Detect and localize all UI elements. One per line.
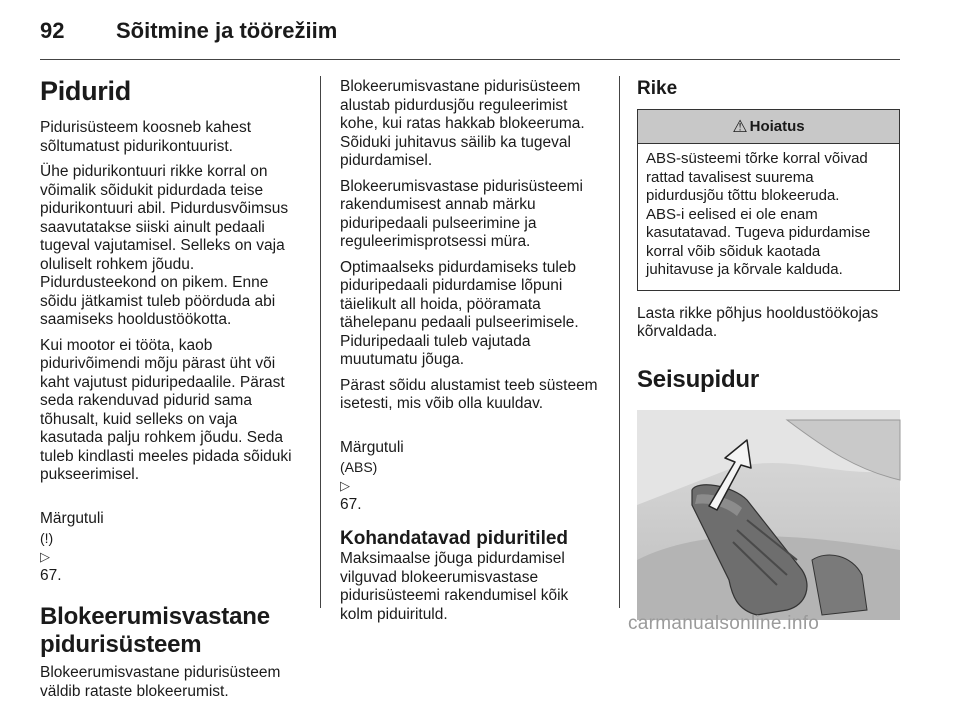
section-heading-rike: Rike [637, 78, 678, 99]
reference-page[interactable]: 67. [340, 495, 362, 513]
column-1 [40, 76, 306, 701]
warning-title: Hoiatus [749, 118, 805, 135]
reference-label: Märgutuli [40, 510, 104, 527]
warning-light-reference [40, 492, 306, 586]
section-heading-pidurid: Pidurid [40, 76, 131, 106]
running-title: Sõitmine ja töörežiim [116, 18, 338, 43]
paragraph: Lasta rikke põhjus hooldustöökojas kõrvaldada. [637, 304, 879, 340]
abs-warning-icon: (ABS) [340, 458, 378, 475]
warning-header [638, 110, 899, 144]
header-divider [40, 59, 900, 60]
reference-label: Märgutuli [340, 439, 404, 456]
page-reference-arrow-icon: ▷ [40, 549, 50, 564]
column-divider-1 [320, 76, 321, 608]
paragraph: Ühe pidurikontuuri rikke korral on võimalik sõidukit pidurdada teise pidurikontuuri abil. Pidurdusvõimsus saavutatakse siiski ainult pedaali tugeval vajutamisel. Selleks on vaja oluliselt rohkem jõudu. Pidurdusteekond on pikem. Enne sõidu jätkamist tuleb pöörduda abi saamiseks hooldustöökotta. [40, 163, 289, 328]
paragraph: Kui mootor ei tööta, kaob pidurivõimendi mõju pärast üht või kaht vajutust piduripedaalile. Pärast seda rakenduvad pidurid sama tõhusalt, kuid selleks on vaja kasutada palju rohkem jõudu. Seda tuleb kindlasti meeles pidada sõiduki pukseerimisel. [40, 336, 292, 483]
parking-brake-illustration [637, 410, 900, 620]
warning-light-reference [340, 421, 606, 515]
paragraph: Blokeerumisvastane pidurisüsteem alustab pidurdusjõu reguleerimist kohe, kui ratas hakkab blokeeruma. Sõiduki juhitavus säilib ka tugeval pidurdamisel. [340, 78, 585, 169]
paragraph: Blokeerumisvastane pidurisüsteem väldib rataste blokeerumist. [40, 664, 281, 700]
paragraph: Pärast sõidu alustamist teeb süsteem isetesti, mis võib olla kuuldav. [340, 376, 598, 412]
page-header [40, 18, 337, 48]
warning-box [637, 109, 900, 291]
section-heading-seisupidur: Seisupidur [637, 365, 760, 393]
section-heading-adaptive-brake-lights: Kohandatavad piduritiled [340, 528, 569, 549]
brake-warning-icon: (!) [40, 529, 54, 546]
paragraph: Optimaalseks pidurdamiseks tuleb piduripedaali pidurdamise lõpuni täielikult all hoida, pööramata tähelepanu pedaali pulseerimisele. Piduripedaali tuleb vajutada muutumatu jõuga. [340, 258, 579, 368]
page-reference-arrow-icon: ▷ [340, 478, 350, 493]
paragraph: Pidurisüsteem koosneb kahest sõltumatust pidurikontuurist. [40, 119, 252, 155]
warning-triangle-icon: ⚠ [732, 116, 748, 136]
column-2 [340, 76, 606, 624]
column-3 [637, 76, 900, 620]
paragraph: Blokeerumisvastase pidurisüsteemi rakendumisest annab märku piduripedaali pulseerimine ja reguleerimisprotsessi müra. [340, 177, 583, 250]
watermark: carmanualsonline.info [628, 613, 820, 634]
warning-text: ABS-süsteemi tõrke korral võivad rattad tavalisest suurema pidurdusjõu tõttu blokeeruda. ABS-i eelised ei ole enam kasutatavad. Tugeva pidurdamise korral võib sõiduk kaotada juhitavuse ja kõrvale kalduda. [646, 150, 871, 278]
column-divider-2 [619, 76, 620, 608]
paragraph: Maksimaalse jõuga pidurdamisel vilguvad blokeerumisvastase pidurisüsteemi rakendumisel kõik kolm piduirituld. [340, 550, 569, 623]
page-number: 92 [40, 18, 65, 43]
section-heading-abs: Blokeerumisvastane pidurisüsteem [40, 603, 270, 658]
reference-page[interactable]: 67. [40, 566, 62, 584]
parking-brake-drawing [637, 410, 900, 620]
